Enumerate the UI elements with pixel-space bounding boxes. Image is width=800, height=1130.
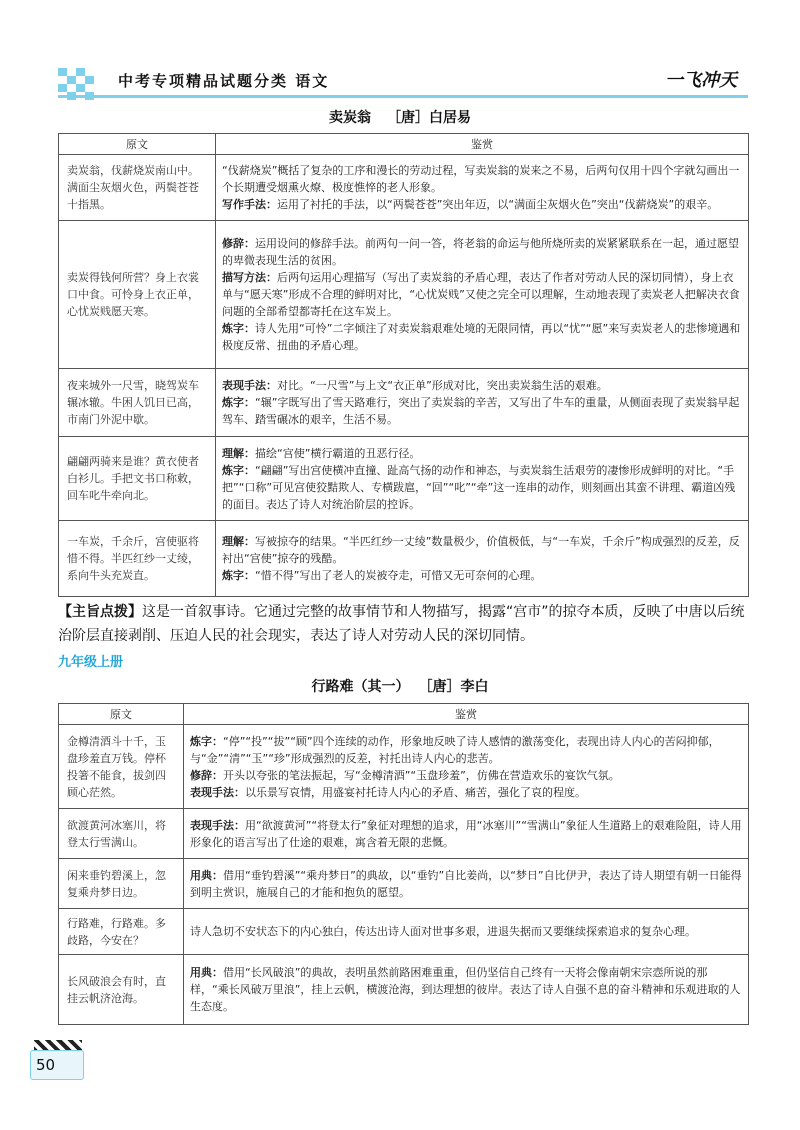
appreciation-label: 理解： — [222, 535, 255, 548]
appreciation-text: 写被掠夺的结果。“半匹红纱一丈绫”数量极少，价值极低，与“一车炭，千余斤”构成强烈的反差，反衬出“宫使”掠夺的残酷。 — [222, 535, 740, 565]
table-row — [59, 725, 749, 809]
table-row — [59, 955, 749, 1025]
appreciation-text: 诗人先用“可怜”二字倾注了对卖炭翁艰难处境的无限同情，再以“忧”“愿”来写卖炭老人的悲惨境遇和极度反常、扭曲的矛盾心理。 — [222, 322, 741, 352]
appreciation-cell — [216, 221, 749, 369]
table-row — [59, 369, 749, 437]
appreciation-label: 修辞： — [190, 768, 223, 782]
checker-square — [58, 68, 67, 76]
table-row — [59, 521, 749, 597]
header-brand: 一飞冲天 — [665, 70, 737, 91]
original-text: 金樽清酒斗十千，玉盘珍羞直万钱。停杯投箸不能食，拔剑四顾心茫然。 — [59, 725, 184, 809]
original-text: 卖炭翁，伐薪烧炭南山中。满面尘灰烟火色，两鬓苍苍十指黑。 — [59, 155, 216, 221]
appreciation-item — [190, 923, 742, 940]
appreciation-item — [222, 320, 742, 354]
appreciation-item — [222, 462, 742, 513]
appreciation-cell — [216, 369, 749, 437]
appreciation-item — [222, 377, 742, 394]
appreciation-item — [222, 533, 742, 567]
original-text: 行路难，行路难。多歧路，今安在？ — [59, 909, 184, 955]
appreciation-text: “辗”字既写出了雪天路难行，突出了卖炭翁的辛苦，又写出了牛车的重量，从侧面表现了卖炭翁早起驾车、踏雪碾冰的艰辛，生活不易。 — [222, 396, 740, 426]
table-row — [59, 221, 749, 369]
appreciation-item — [222, 394, 742, 428]
header-divider — [58, 95, 748, 98]
appreciation-label: 表现手法： — [190, 785, 245, 799]
appreciation-item — [190, 733, 742, 767]
appreciation-item — [222, 445, 742, 462]
appreciation-label: 炼字： — [222, 396, 255, 409]
poem2-col-appreciation: 鉴赏 — [184, 704, 749, 725]
appreciation-cell — [184, 725, 749, 809]
original-text: 闲来垂钓碧溪上，忽复乘舟梦日边。 — [59, 859, 184, 909]
appreciation-text: 运用设问的修辞手法。前两句一问一答，将老翁的命运与他所烧所卖的炭紧紧联系在一起，通过愿望的卑微表现生活的贫困。 — [222, 237, 739, 267]
appreciation-text: 借用“垂钓碧溪”“乘舟梦日”的典故，以“垂钓”自比姜尚，以“梦日”自比伊尹，表达了诗人期望有朝一日能得到明主赏识，施展自己的才能和抱负的愿望。 — [190, 868, 742, 899]
appreciation-text: “伐薪烧炭”概括了复杂的工序和漫长的劳动过程，写卖炭翁的炭来之不易，后两句仅用十四个字就勾画出一个长期遭受烟熏火燎、极度憔悴的老人形象。 — [222, 164, 740, 194]
appreciation-label: 炼字： — [222, 569, 255, 582]
original-text: 夜来城外一尺雪，晓驾炭车辗冰辙。牛困人饥日已高，市南门外泥中歇。 — [59, 369, 216, 437]
poem1-col-appreciation: 鉴赏 — [216, 134, 749, 155]
appreciation-label: 表现手法： — [190, 818, 245, 832]
appreciation-cell — [184, 909, 749, 955]
appreciation-label: 炼字： — [222, 463, 255, 477]
table-row — [59, 437, 749, 521]
poem1-col-original: 原文 — [59, 134, 216, 155]
appreciation-label: 写作手法： — [222, 198, 277, 211]
appreciation-item — [190, 767, 742, 784]
appreciation-label: 描写方法： — [222, 271, 277, 284]
original-text: 欲渡黄河冰塞川，将登太行雪满山。 — [59, 809, 184, 859]
appreciation-label: 炼字： — [222, 322, 255, 335]
appreciation-label: 修辞： — [222, 237, 255, 250]
poem1-title-line — [0, 107, 800, 127]
appreciation-text: 后两句运用心理描写（写出了卖炭翁的矛盾心理，表达了作者对劳动人民的深切同情），身上衣单与“愿天寒”形成不合理的鲜明对比，“心忧炭贱”又使之完全可以理解，生动地表现了卖炭老人把解决衣食问题的全部希望都寄托在这车炭上。 — [222, 271, 740, 318]
poem1-table — [58, 133, 749, 597]
appreciation-text: 描绘“宫使”横行霸道的丑恶行径。 — [255, 446, 421, 460]
appreciation-cell — [216, 155, 749, 221]
page-number: 50 — [36, 1056, 56, 1074]
appreciation-label: 用典： — [190, 868, 223, 882]
appreciation-cell — [184, 955, 749, 1025]
page-number-badge — [30, 1040, 90, 1080]
grade-section-label: 九年级上册 — [58, 655, 124, 670]
appreciation-text: “惜不得”写出了老人的炭被夺走，可惜又无可奈何的心理。 — [255, 569, 542, 582]
poem2-col-original: 原文 — [59, 704, 184, 725]
poem1-title: 卖炭翁 — [329, 110, 371, 126]
poem2-title-line — [0, 676, 800, 696]
original-text: 翩翩两骑来是谁？黄衣使者白衫儿。手把文书口称敕，回车叱牛牵向北。 — [59, 437, 216, 521]
poem1-author: ［唐］白居易 — [387, 110, 471, 126]
appreciation-cell — [216, 521, 749, 597]
appreciation-text: “停”“投”“拔”“顾”四个连续的动作，形象地反映了诗人感情的激荡变化，表现出诗人内心的苦闷抑郁，与“金”“清”“玉”“珍”形成强烈的反差，衬托出诗人内心的悲苦。 — [190, 734, 720, 765]
appreciation-item — [222, 162, 742, 196]
appreciation-item — [190, 817, 742, 851]
table-row — [59, 909, 749, 955]
appreciation-cell — [184, 809, 749, 859]
appreciation-label: 表现手法： — [222, 379, 277, 392]
poem2-title: 行路难（其一） — [311, 679, 410, 695]
appreciation-cell — [216, 437, 749, 521]
appreciation-cell — [184, 859, 749, 909]
original-text: 长风破浪会有时，直挂云帆济沧海。 — [59, 955, 184, 1025]
checker-square — [76, 68, 85, 76]
appreciation-item — [222, 235, 742, 269]
appreciation-text: 开头以夸张的笔法振起，写“金樽清酒”“玉盘珍羞”，仿佛在营造欢乐的宴饮气氛。 — [223, 768, 620, 782]
appreciation-item — [190, 964, 742, 1015]
appreciation-label: 炼字： — [190, 734, 223, 748]
appreciation-text: 对比。“一尺雪”与上文“衣正单”形成对比，突出卖炭翁生活的艰难。 — [277, 379, 608, 392]
appreciation-text: 用“欲渡黄河”“将登太行”象征对理想的追求，用“冰塞川”“雪满山”象征人生道路上的艰难险阻，诗人用形象化的语言写出了仕途的艰难，寓含着无限的悲慨。 — [190, 818, 742, 849]
appreciation-label: 用典： — [190, 966, 223, 979]
summary-label: 【主旨点拨】 — [58, 604, 142, 620]
original-text: 卖炭得钱何所营？身上衣裳口中食。可怜身上衣正单，心忧炭贱愿天寒。 — [59, 221, 216, 369]
appreciation-text: “翩翩”写出宫使横冲直撞、趾高气扬的动作和神态，与卖炭翁生活艰劳的凄惨形成鲜明的对比。“手把”“口称”可见宫使狡黠欺人、专横跋扈，“回”“叱”“牵”这一连串的动作，则刻画出其蛮不讲理、霸道凶残的面目。表达了诗人对统治阶层的控诉。 — [222, 463, 736, 511]
appreciation-text: 借用“长风破浪”的典故，表明虽然前路困难重重，但仍坚信自己终有一天将会像南朝宋宗悫所说的那样，“乘长风破万里浪”，挂上云帆，横渡沧海，到达理想的彼岸。表达了诗人自强不息的奋斗精神和乐观进取的人生态度。 — [190, 966, 741, 1013]
table-row — [59, 155, 749, 221]
poem2-author: ［唐］李白 — [425, 679, 489, 695]
appreciation-item — [190, 867, 742, 901]
checker-square — [67, 76, 76, 84]
poem2-table — [58, 703, 749, 1025]
appreciation-item — [222, 196, 742, 213]
appreciation-text: 诗人急切不安状态下的内心独白，传达出诗人面对世事多艰，进退失据而又要继续探索追求的复杂心理。 — [190, 925, 696, 938]
appreciation-item — [222, 269, 742, 320]
summary-text: 这是一首叙事诗。它通过完整的故事情节和人物描写，揭露“宫市”的掠夺本质，反映了中唐以后统治阶层直接剥削、压迫人民的社会现实，表达了诗人对劳动人民的深切同情。 — [58, 604, 745, 644]
checker-square — [85, 76, 94, 84]
original-text: 一车炭，千余斤，宫使驱将惜不得。半匹红纱一丈绫，系向牛头充炭直。 — [59, 521, 216, 597]
appreciation-item — [190, 784, 742, 801]
appreciation-item — [222, 567, 742, 584]
table-row — [59, 859, 749, 909]
table-row — [59, 809, 749, 859]
appreciation-text: 以乐景写哀情，用盛宴衬托诗人内心的矛盾、痛苦，强化了哀的程度。 — [245, 785, 586, 799]
page-header — [0, 0, 800, 110]
checker-square — [58, 84, 67, 92]
checker-square — [76, 84, 85, 92]
theme-summary — [58, 600, 748, 648]
appreciation-text: 运用了衬托的手法，以“两鬓苍苍”突出年迈，以“满面尘灰烟火色”突出“伐薪烧炭”的艰辛。 — [277, 198, 719, 211]
header-title: 中考专项精品试题分类 语文 — [118, 72, 330, 90]
appreciation-label: 理解： — [222, 446, 255, 460]
